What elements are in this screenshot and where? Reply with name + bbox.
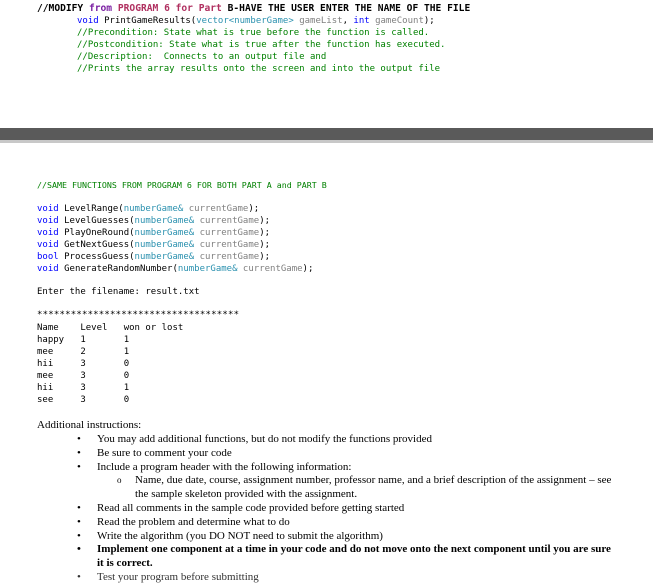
return-type: bool — [37, 252, 59, 262]
return-type: void — [37, 204, 59, 214]
param-name: currentGame — [183, 204, 249, 214]
param-type: numberGame& — [177, 264, 238, 274]
list-item: • Be sure to comment your code — [75, 447, 615, 461]
instructions-list — [75, 433, 615, 585]
sig-end: ); — [259, 252, 271, 262]
comment-line: //Prints the array results onto the screen and into the output file — [77, 64, 441, 74]
prototype-line — [37, 240, 270, 251]
keyword-int: int — [353, 16, 370, 26]
prototype-line — [37, 252, 270, 263]
page-two — [0, 143, 653, 582]
list-item: • Implement one component at a time in your code and do not move onto the next component until you are sure it is correct. — [75, 543, 615, 571]
prototype-line — [37, 228, 270, 239]
sub-list-item: o Name, due date, course, assignment number, professor name, and a brief description of the assignment – see the sample skeleton provided with the assignment. — [75, 474, 615, 502]
sig-end: ); — [259, 240, 271, 250]
table-row: hii 3 0 — [37, 359, 130, 369]
modify-rest: B-HAVE THE USER ENTER THE NAME OF THE FILE — [227, 3, 471, 14]
table-row: happy 1 1 — [37, 335, 130, 345]
list-item: • You may add additional functions, but do not modify the functions provided — [75, 433, 615, 447]
modify-prefix: //MODIFY — [37, 3, 89, 14]
filename-prompt: Enter the filename: result.txt — [37, 287, 200, 297]
param-name: currentGame — [237, 264, 303, 274]
param-type: vector<numberGame> — [196, 16, 294, 26]
list-item: • Write the algorithm (you DO NOT need to submit the algorithm) — [75, 530, 615, 544]
function-name: GenerateRandomNumber( — [58, 264, 178, 274]
return-type: void — [37, 264, 59, 274]
modify-program: PROGRAM 6 for Part — [112, 3, 228, 14]
instructions-title: Additional instructions: — [37, 419, 142, 431]
list-item: • Test your program before submitting — [75, 571, 615, 585]
function-name: LevelGuesses( — [58, 216, 135, 226]
function-name: LevelRange( — [58, 204, 124, 214]
list-item: • Read all comments in the sample code provided before getting started — [75, 502, 615, 516]
comma: , — [342, 16, 354, 26]
param-type: numberGame& — [134, 216, 195, 226]
param-type: numberGame& — [134, 252, 195, 262]
page-separator — [0, 128, 653, 140]
return-type: void — [37, 228, 59, 238]
table-row: mee 2 1 — [37, 347, 130, 357]
prototype-line — [37, 264, 313, 275]
param-name: currentGame — [194, 240, 260, 250]
param-name: gameList — [293, 16, 343, 26]
page-top — [0, 0, 653, 128]
table-row: hii 3 1 — [37, 383, 130, 393]
param-name: currentGame — [194, 228, 260, 238]
sig-end: ); — [248, 204, 260, 214]
modify-header — [37, 3, 470, 14]
param-type: numberGame& — [123, 204, 184, 214]
comment-line: //Postcondition: State what is true after the function has executed. — [77, 40, 446, 50]
modify-from: from — [88, 3, 113, 14]
sig-end: ); — [423, 16, 435, 26]
comment-line: //Description: Connects to an output file and — [77, 52, 327, 62]
comment-line: //Precondition: State what is true before the function is called. — [77, 28, 430, 38]
sig-end: ); — [302, 264, 314, 274]
function-signature — [77, 16, 435, 27]
param-name: currentGame — [194, 252, 260, 262]
prototype-line — [37, 204, 259, 215]
function-name: PlayOneRound( — [58, 228, 135, 238]
section-title: //SAME FUNCTIONS FROM PROGRAM 6 FOR BOTH PART A and PART B — [37, 180, 327, 190]
table-row: see 3 0 — [37, 395, 130, 405]
function-name: ProcessGuess( — [58, 252, 135, 262]
keyword-void: void — [77, 16, 99, 26]
prototype-line — [37, 216, 270, 227]
sig-end: ); — [259, 216, 271, 226]
param-name: currentGame — [194, 216, 260, 226]
return-type: void — [37, 216, 59, 226]
list-item: • Read the problem and determine what to do — [75, 516, 615, 530]
table-row: mee 3 0 — [37, 371, 130, 381]
function-name: GetNextGuess( — [58, 240, 135, 250]
table-header: Name Level won or lost — [37, 323, 184, 333]
function-name: PrintGameResults( — [98, 16, 197, 26]
param-type: numberGame& — [134, 228, 195, 238]
stars-divider: ************************************ — [37, 310, 240, 320]
return-type: void — [37, 240, 59, 250]
param-name-2: gameCount — [369, 16, 424, 26]
param-type: numberGame& — [134, 240, 195, 250]
list-item: • Include a program header with the following information: — [75, 461, 615, 475]
sig-end: ); — [259, 228, 271, 238]
